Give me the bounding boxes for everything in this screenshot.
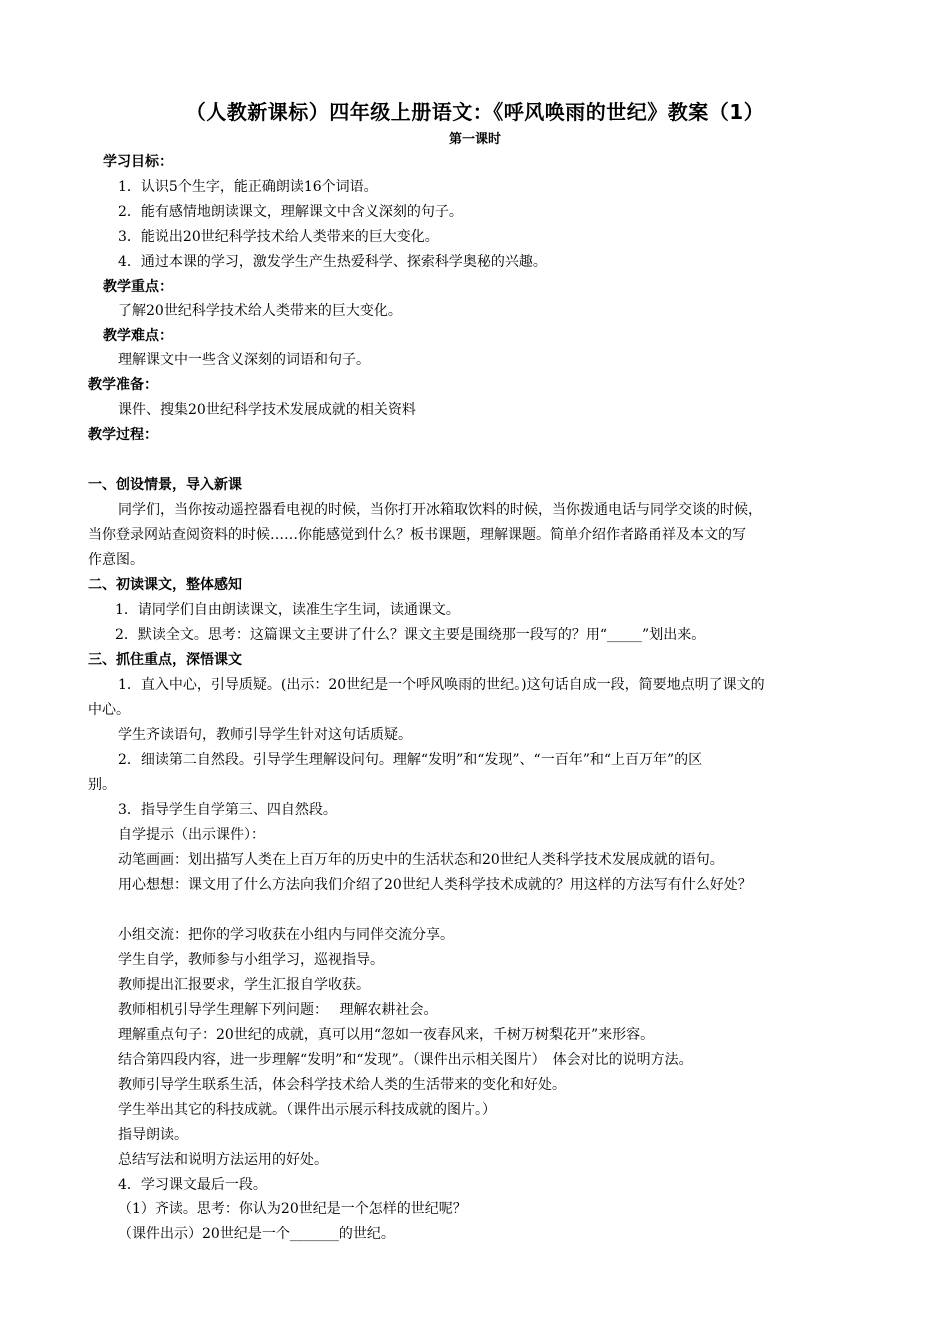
section3-line: 用心想想：课文用了什么方法向我们介绍了20世纪人类科学技术成就的？用这样的方法写有什么好处？ bbox=[118, 877, 752, 893]
section3-line: （课件出示）20世纪是一个_______的世纪。 bbox=[118, 1226, 395, 1242]
section3-line: 别。 bbox=[88, 777, 116, 793]
section3-line: 4．学习课文最后一段。 bbox=[118, 1177, 267, 1193]
objective-item: 3．能说出20世纪科学技术给人类带来的巨大变化。 bbox=[118, 229, 439, 245]
section3-line: 中心。 bbox=[88, 702, 130, 718]
section3-line: 1．直入中心，引导质疑。(出示：20世纪是一个呼风唤雨的世纪。)这句话自成一段，简要地点明了课文的 bbox=[118, 677, 765, 693]
document-title: （人教新课标）四年级上册语文：《呼风唤雨的世纪》教案（1） bbox=[185, 100, 765, 124]
section1-line: 作意图。 bbox=[88, 552, 144, 568]
section3-line: （1）齐读。思考：你认为20世纪是一个怎样的世纪呢？ bbox=[118, 1201, 467, 1217]
section1-heading: 一、创设情景，导入新课 bbox=[88, 477, 242, 493]
objective-item: 4．通过本课的学习，激发学生产生热爱科学、探索科学奥秘的兴趣。 bbox=[118, 254, 547, 270]
section1-line: 当你登录网站查阅资料的时候……你能感觉到什么？板书课题，理解课题。简单介绍作者路甬祥及本文的写 bbox=[88, 527, 746, 543]
section3-line: 动笔画画：划出描写人类在上百万年的历史中的生活状态和20世纪人类科学技术发展成就的语句。 bbox=[118, 852, 724, 868]
difficulty-heading: 教学难点： bbox=[103, 328, 173, 344]
section3-line: 教师引导学生联系生活，体会科学技术给人类的生活带来的变化和好处。 bbox=[118, 1077, 566, 1093]
section3-line: 学生齐读语句，教师引导学生针对这句话质疑。 bbox=[118, 727, 412, 743]
section2-line: 1．请同学们自由朗读课文，读准生字生词，读通课文。 bbox=[115, 602, 460, 618]
focus-text: 了解20世纪科学技术给人类带来的巨大变化。 bbox=[118, 303, 402, 319]
section3-line: 自学提示（出示课件）： bbox=[118, 827, 265, 843]
section3-line: 理解重点句子：20世纪的成就，真可以用“忽如一夜春风来，千树万树梨花开”来形容。 bbox=[118, 1027, 655, 1043]
section3-line: 学生举出其它的科技成就。（课件出示展示科技成就的图片。） bbox=[118, 1102, 496, 1118]
preparation-text: 课件、搜集20世纪科学技术发展成就的相关资料 bbox=[118, 402, 416, 418]
section3-line: 教师提出汇报要求，学生汇报自学收获。 bbox=[118, 977, 370, 993]
section3-line: 指导朗读。 bbox=[118, 1127, 188, 1143]
section3-line: 小组交流：把你的学习收获在小组内与同伴交流分享。 bbox=[118, 927, 454, 943]
section3-line: 结合第四段内容，进一步理解“发明”和“发现”。（课件出示相关图片） 体会对比的说明方法。 bbox=[118, 1052, 693, 1068]
objective-item: 2．能有感情地朗读课文，理解课文中含义深刻的句子。 bbox=[118, 204, 463, 220]
focus-heading: 教学重点： bbox=[103, 279, 173, 295]
preparation-heading: 教学准备： bbox=[88, 377, 158, 393]
lesson-subtitle: 第一课时 bbox=[448, 132, 501, 147]
section1-line: 同学们，当你按动遥控器看电视的时候，当你打开冰箱取饮料的时候，当你拨通电话与同学交谈的时候， bbox=[118, 502, 762, 518]
section3-line: 学生自学，教师参与小组学习，巡视指导。 bbox=[118, 952, 384, 968]
section2-line: 2．默读全文。思考：这篇课文主要讲了什么？课文主要是围绕那一段写的？用“_____”划出来。 bbox=[115, 627, 706, 643]
section3-line: 2．细读第二自然段。引导学生理解设问句。理解“发明”和“发现”、“一百年”和“上百万年”的区 bbox=[118, 752, 703, 768]
process-heading: 教学过程： bbox=[88, 427, 158, 443]
difficulty-text: 理解课文中一些含义深刻的词语和句子。 bbox=[118, 352, 370, 368]
section3-heading: 三、抓住重点，深悟课文 bbox=[88, 652, 242, 668]
section3-line: 3．指导学生自学第三、四自然段。 bbox=[118, 802, 337, 818]
section3-line: 总结写法和说明方法运用的好处。 bbox=[118, 1152, 328, 1168]
objectives-heading: 学习目标： bbox=[103, 154, 173, 170]
section2-heading: 二、初读课文，整体感知 bbox=[88, 577, 242, 593]
section3-line: 教师相机引导学生理解下列问题： 理解农耕社会。 bbox=[118, 1002, 438, 1018]
objective-item: 1．认识5个生字，能正确朗读16个词语。 bbox=[118, 179, 378, 195]
